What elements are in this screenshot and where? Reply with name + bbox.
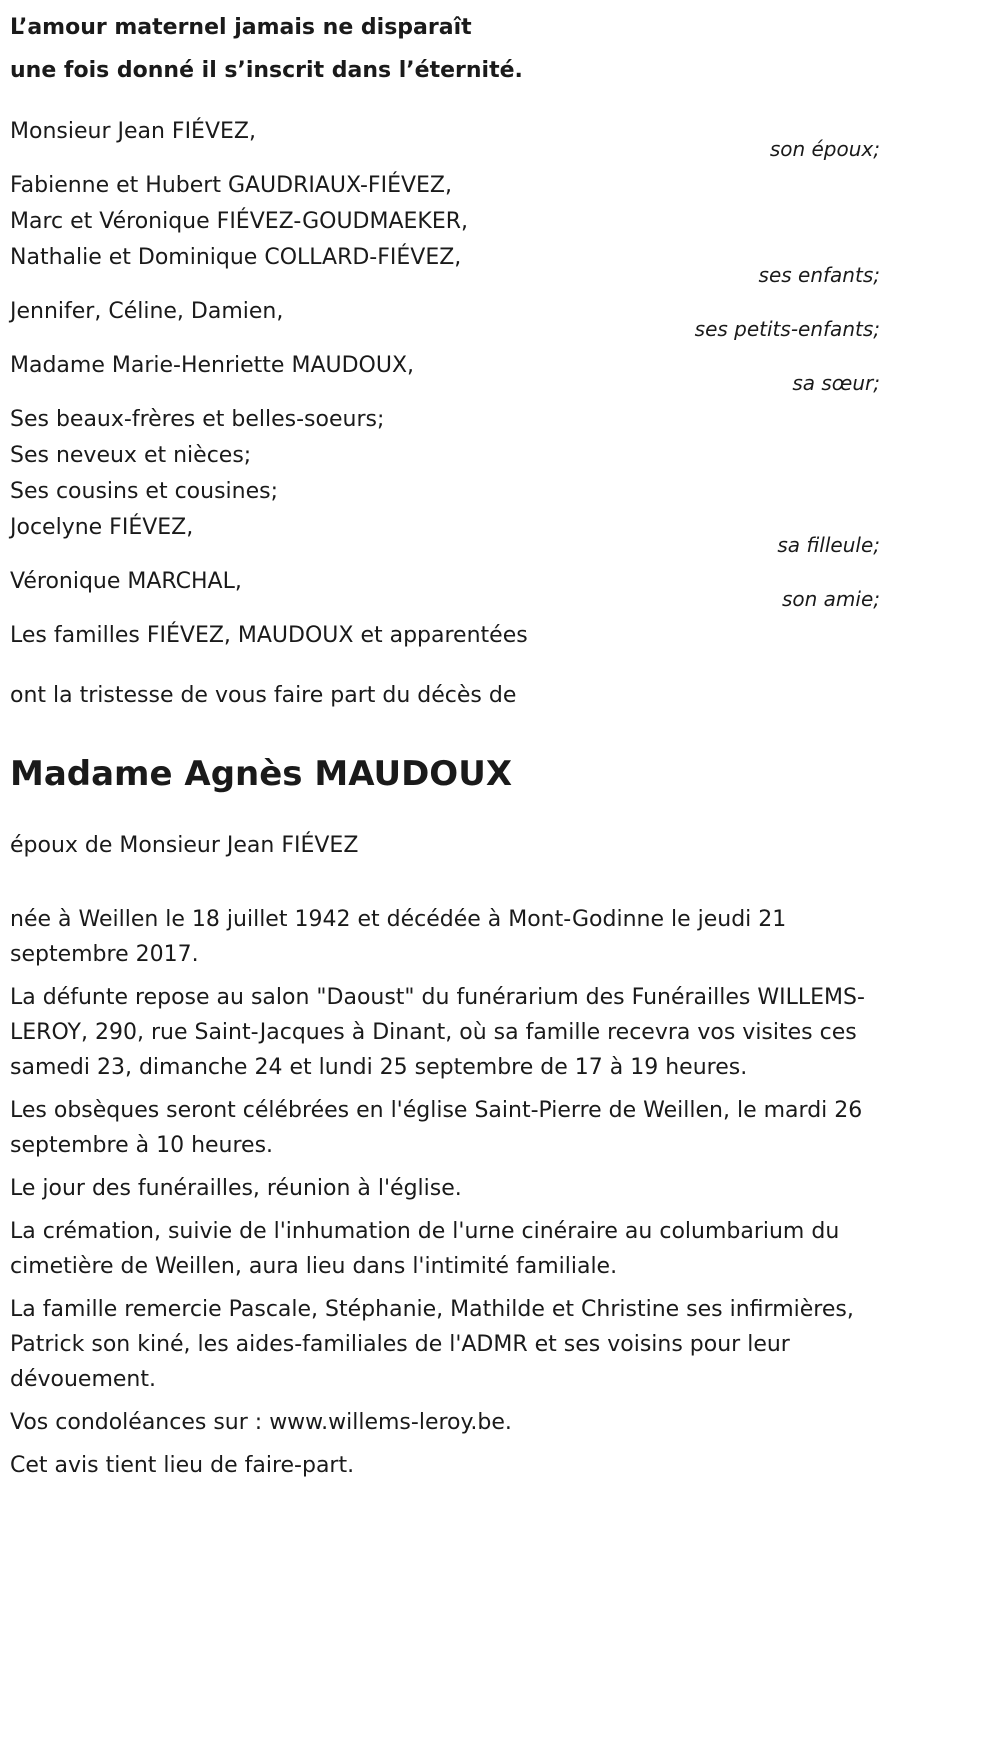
family-name-line: Nathalie et Dominique COLLARD-FIÉVEZ, [10, 245, 462, 270]
family-group-spouse [10, 114, 880, 160]
paragraph-visitation: La défunte repose au salon "Daoust" du funérarium des Funérailles WILLEMS-LEROY, 290, rue Saint-Jacques à Dinant, où sa famille recevra vos visites ces samedi 23, dimanche 24 et lundi 25 septembre de 17 à 19 heures. [10, 985, 865, 1080]
family-name-line: Marc et Véronique FIÉVEZ-GOUDMAEKER, [10, 209, 469, 234]
epigraph-line: une fois donné il s’inscrit dans l’éternité. [10, 58, 523, 83]
deceased-name: Madame Agnès MAUDOUX [10, 754, 513, 794]
paragraph-meeting: Le jour des funérailles, réunion à l'église. [10, 1176, 462, 1201]
details-section [10, 902, 880, 1483]
epigraph [10, 0, 880, 92]
family-name-line: Ses cousins et cousines; [10, 479, 279, 504]
spouse-line: époux de Monsieur Jean FIÉVEZ [10, 833, 359, 858]
epigraph-line: L’amour maternel jamais ne disparaît [10, 15, 472, 40]
family-group-families [10, 618, 880, 654]
paragraph-cremation: La crémation, suivie de l'inhumation de l'urne cinéraire au columbarium du cimetière de Weillen, aura lieu dans l'intimité familiale. [10, 1219, 840, 1279]
family-list [10, 114, 880, 654]
family-name-line: Ses beaux-frères et belles-soeurs; [10, 407, 385, 432]
family-name-line: Jennifer, Céline, Damien, [10, 299, 284, 324]
relation-label: ses petits-enfants; [694, 317, 880, 341]
family-name-line: Jocelyne FIÉVEZ, [10, 515, 194, 540]
family-name-line: Fabienne et Hubert GAUDRIAUX-FIÉVEZ, [10, 173, 452, 198]
family-group-grandchildren [10, 294, 880, 340]
relation-label: son amie; [781, 587, 880, 611]
obituary-notice [10, 0, 880, 1491]
family-name-line: Ses neveux et nièces; [10, 443, 252, 468]
family-name-line: Monsieur Jean FIÉVEZ, [10, 119, 256, 144]
family-name-line: Les familles FIÉVEZ, MAUDOUX et apparentées [10, 623, 528, 648]
paragraph-condolences: Vos condoléances sur : www.willems-leroy.be. [10, 1410, 512, 1435]
paragraph-notice: Cet avis tient lieu de faire-part. [10, 1453, 355, 1478]
relation-label: ses enfants; [758, 263, 880, 287]
paragraph-funeral: Les obsèques seront célébrées en l'église Saint-Pierre de Weillen, le mardi 26 septembre à 10 heures. [10, 1098, 863, 1158]
relation-label: son époux; [769, 137, 880, 161]
paragraph-birth-death: née à Weillen le 18 juillet 1942 et décédée à Mont-Godinne le jeudi 21 septembre 2017. [10, 907, 787, 967]
family-name-line: Madame Marie-Henriette MAUDOUX, [10, 353, 415, 378]
family-name-line: Véronique MARCHAL, [10, 569, 242, 594]
family-group-children [10, 168, 880, 286]
family-group-extended [10, 402, 880, 556]
relation-label: sa sœur; [792, 371, 880, 395]
family-group-friend [10, 564, 880, 610]
announcement: ont la tristesse de vous faire part du décès de [10, 683, 517, 708]
relation-label: sa filleule; [777, 533, 880, 557]
family-group-sister [10, 348, 880, 394]
paragraph-thanks: La famille remercie Pascale, Stéphanie, Mathilde et Christine ses infirmières, Patrick son kiné, les aides-familiales de l'ADMR et ses voisins pour leur dévouement. [10, 1297, 854, 1392]
